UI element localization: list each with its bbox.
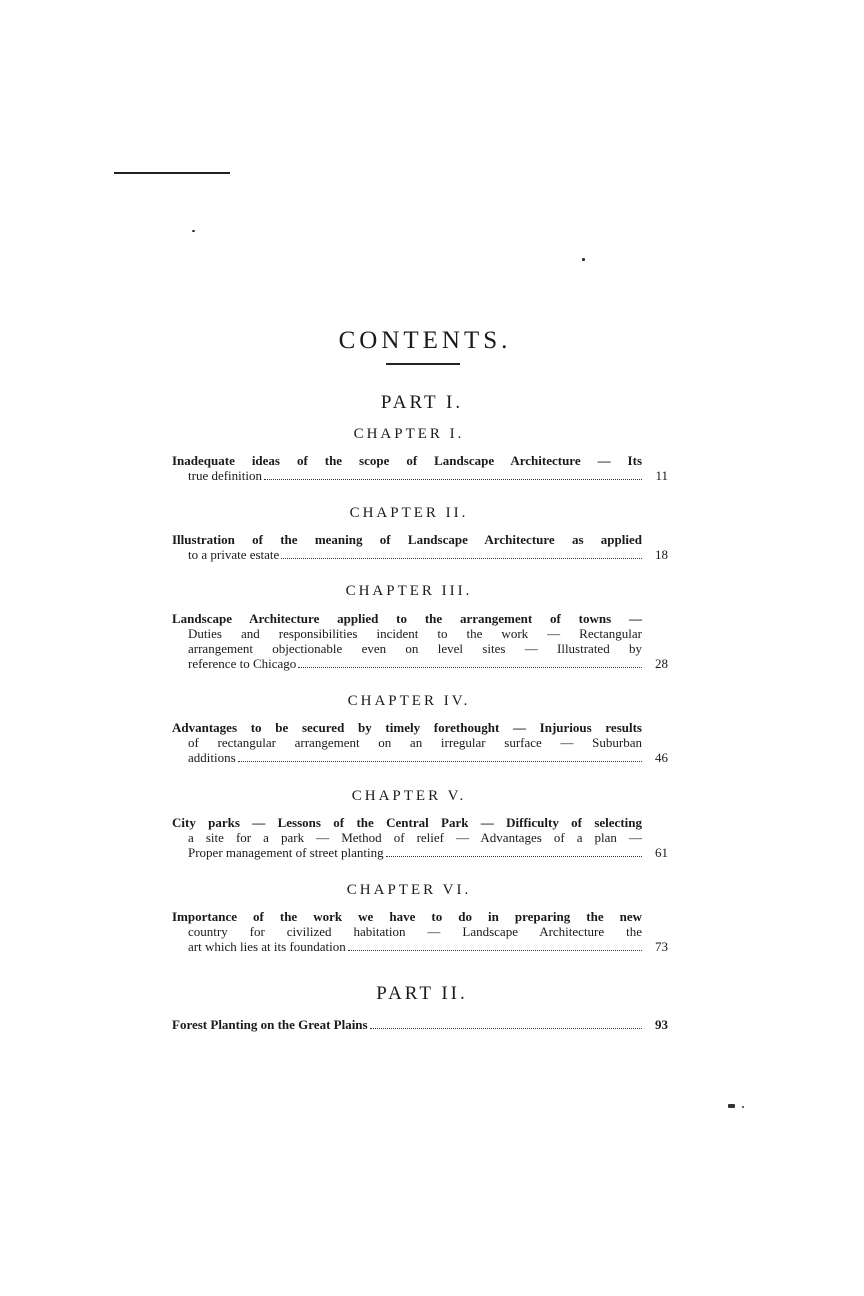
dot-leader — [370, 1027, 642, 1029]
dot-leader — [348, 949, 642, 951]
page-title: CONTENTS. — [338, 326, 512, 354]
page-number: 93 — [655, 1017, 668, 1032]
entry-last-line — [172, 656, 668, 671]
dot-leader — [238, 760, 642, 762]
dot-leader — [264, 478, 642, 480]
toc-entry[interactable] — [172, 815, 668, 860]
part-heading: PART II. — [376, 983, 468, 1004]
entry-last-line — [172, 845, 668, 860]
page-number: 61 — [655, 845, 668, 860]
part-heading: PART I. — [380, 392, 464, 413]
page-number: 28 — [655, 656, 668, 671]
toc-entry[interactable] — [172, 611, 668, 671]
chapter-heading: CHAPTER VI. — [346, 882, 472, 898]
entry-text: to a private estate — [188, 547, 280, 562]
entry-line: City parks — Lessons of the Central Park — Difficulty of selecting — [172, 815, 642, 830]
page-number: 73 — [655, 939, 668, 954]
toc-entry[interactable] — [172, 720, 668, 765]
entry-text: Proper management of street planting — [188, 845, 384, 860]
speck — [192, 230, 195, 232]
entry-line: Inadequate ideas of the scope of Landscape Architecture — Its — [172, 453, 642, 468]
entry-line: Importance of the work we have to do in preparing the new — [172, 909, 642, 924]
toc-entry[interactable] — [172, 532, 668, 562]
dot-leader — [281, 557, 642, 559]
entry-line: of rectangular arrangement on an irregular surface — Suburban — [188, 735, 642, 750]
dot-leader — [298, 666, 642, 668]
entry-line: Landscape Architecture applied to the arrangement of towns — — [172, 611, 642, 626]
page-number: 18 — [655, 547, 668, 562]
entry-line: Illustration of the meaning of Landscape Architecture as applied — [172, 532, 642, 547]
speck — [742, 1106, 744, 1108]
entry-text: Forest Planting on the Great Plains — [172, 1017, 368, 1032]
chapter-heading: CHAPTER V. — [351, 788, 467, 804]
entry-text: reference to Chicago — [188, 656, 297, 671]
entry-last-line — [172, 750, 668, 765]
page-number: 46 — [655, 750, 668, 765]
entry-last-line — [172, 547, 668, 562]
entry-text: art which lies at its foundation — [188, 939, 346, 954]
entry-last-line — [172, 939, 668, 954]
entry-line: country for civilized habitation — Landscape Architecture the — [188, 924, 642, 939]
speck — [582, 258, 585, 261]
chapter-heading: CHAPTER IV. — [347, 693, 471, 709]
entry-last-line — [172, 468, 668, 483]
entry-text: additions — [188, 750, 236, 765]
page-number: 11 — [655, 468, 668, 483]
toc-entry[interactable] — [172, 453, 668, 483]
chapter-heading: CHAPTER III. — [345, 583, 473, 599]
top-rule — [114, 172, 230, 174]
speck — [728, 1104, 735, 1108]
entry-text: true definition — [188, 468, 263, 483]
chapter-heading: CHAPTER I. — [353, 426, 465, 442]
entry-line: a site for a park — Method of relief — Advantages of a plan — — [188, 830, 642, 845]
entry-last-line — [172, 1017, 668, 1032]
dot-leader — [386, 855, 642, 857]
toc-entry[interactable] — [172, 1017, 668, 1032]
toc-entry[interactable] — [172, 909, 668, 954]
title-rule — [386, 363, 460, 365]
entry-line: Duties and responsibilities incident to the work — Rectangular — [188, 626, 642, 641]
entry-line: Advantages to be secured by timely forethought — Injurious results — [172, 720, 642, 735]
chapter-heading: CHAPTER II. — [349, 505, 469, 521]
entry-line: arrangement objectionable even on level sites — Illustrated by — [188, 641, 642, 656]
